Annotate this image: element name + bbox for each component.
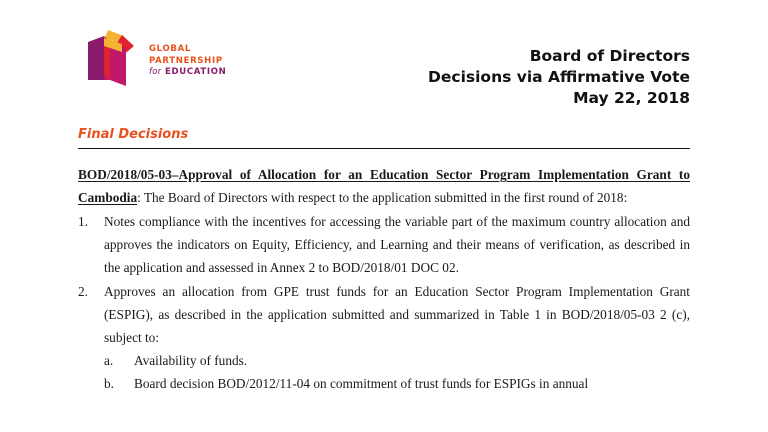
logo-line-3-rest: EDUCATION	[164, 67, 227, 77]
gpe-logo-icon	[78, 28, 140, 90]
sublist-marker: b.	[104, 376, 114, 391]
list-item-text: Notes compliance with the incentives for accessing the variable part of the maximum country allocation and approves the indicators on Equity, Efficiency, and Learning and their means of verification, as described in the application and assessed in Annex 2 to BOD/2018/01 DOC 02.	[104, 214, 690, 275]
logo-line-3-italic: for	[149, 67, 162, 77]
logo-line-3	[149, 67, 227, 79]
logo-wordmark	[149, 28, 227, 79]
list-marker: 1.	[78, 214, 88, 229]
logo-line-1: GLOBAL	[149, 44, 191, 54]
sublist-item	[104, 372, 690, 395]
logo-block	[78, 28, 227, 90]
document-header	[78, 0, 690, 109]
sublist-marker: a.	[104, 353, 114, 368]
title-line-2: Decisions via Affirmative Vote	[428, 68, 690, 86]
horizontal-rule	[78, 148, 690, 149]
list-marker: 2.	[78, 284, 88, 299]
document-title	[428, 28, 690, 109]
decision-sublist	[104, 349, 690, 395]
decision-heading: BOD/2018/05-03–Approval of Allocation for an Education Sector Program Implementation Grant to Cambodia	[78, 167, 690, 205]
list-item	[78, 280, 690, 395]
decision-intro: : The Board of Directors with respect to the application submitted in the first round of 2018:	[137, 190, 628, 205]
sublist-item	[104, 349, 690, 372]
sublist-item-text: Availability of funds.	[134, 353, 248, 368]
decision-list	[78, 210, 690, 395]
document-body	[78, 163, 690, 395]
list-item	[78, 210, 690, 279]
list-item-text: Approves an allocation from GPE trust funds for an Education Sector Program Implementation Grant (ESPIG), as described in the application submitted and summarized in Table 1 in BOD/2018/05-03 2 (c), subject to:	[104, 284, 690, 345]
section-label: Final Decisions	[78, 127, 189, 142]
logo-line-2: PARTNERSHIP	[149, 55, 223, 66]
title-line-3: May 22, 2018	[573, 89, 690, 107]
sublist-item-text: Board decision BOD/2012/11-04 on commitment of trust funds for ESPIGs in annual	[134, 376, 589, 391]
decision-intro-paragraph	[78, 163, 690, 209]
title-line-1: Board of Directors	[529, 47, 690, 65]
